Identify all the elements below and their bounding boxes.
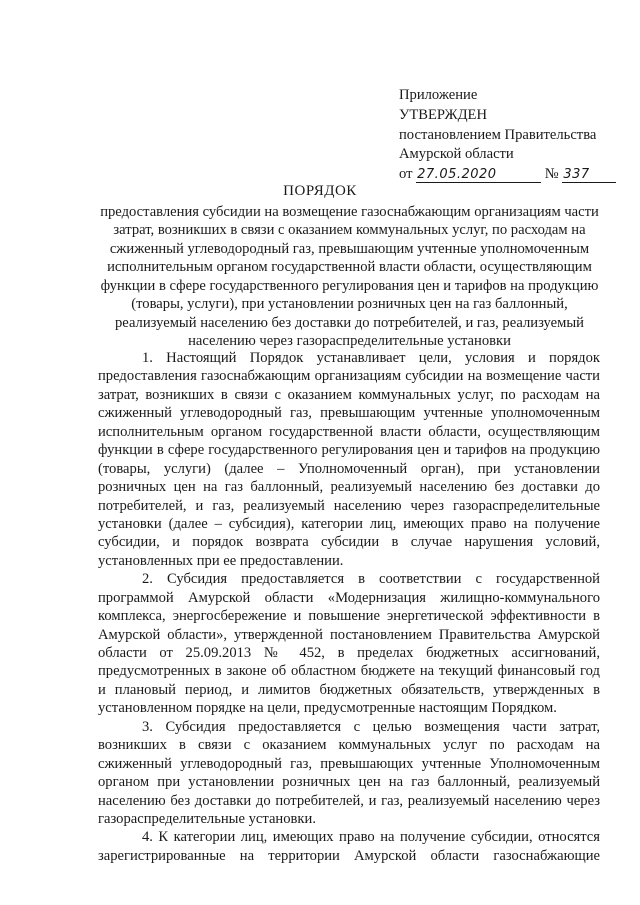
body-line: Амурской области», утвержденной постановлением Правительства Амурской <box>98 626 600 643</box>
body-line: программой Амурской области «Модернизация жилищно-коммунального <box>98 589 600 606</box>
paragraph-first-line: 2. Субсидия предоставляется в соответствии с государственной <box>142 571 600 588</box>
body-line: потребителей, и газ, реализуемый населению через газораспределительные <box>98 497 600 514</box>
approval-stamp <box>399 86 609 185</box>
handwritten-date: 27.05.2020 <box>417 167 497 183</box>
body-line: газораспределительные установки. <box>98 810 316 827</box>
document-body <box>98 349 600 865</box>
body-line: установленном порядке на цели, предусмотренные настоящим Порядком. <box>98 700 557 717</box>
body-line: населению без доставки до потребителей, и газ, реализуемый населению через <box>98 792 600 809</box>
body-line: предоставления газоснабжающим организациям субсидии на возмещение части <box>98 368 600 385</box>
subtitle-line: исполнительным органом государственной власти области, осуществляющим <box>107 259 592 276</box>
body-line: установки (далее – субсидия), категории лиц, имеющих право на получение <box>98 515 600 532</box>
region-label: Амурской области <box>399 146 514 163</box>
paragraph-first-line: 3. Субсидия предоставляется с целью возмещения части затрат, <box>142 718 600 735</box>
subtitle-line: предоставления субсидии на возмещение газоснабжающим организациям части <box>100 204 599 220</box>
body-line: исполнительным органом государственной власти области, осуществляющим <box>98 423 600 440</box>
body-line: субсидии, и порядок возврата субсидии в случае нарушения условий, <box>98 534 600 551</box>
date-number-line <box>399 165 609 185</box>
subtitle-line: населению через газораспределительные установки <box>188 333 511 350</box>
paragraph-first-line: 4. К категории лиц, имеющих право на получение субсидии, относятся <box>142 829 600 846</box>
body-line: возникших в связи с оказанием коммунальных услуг по расходам на <box>98 737 600 754</box>
appendix-label: Приложение <box>399 87 478 103</box>
subtitle-line: (товары, услуги), при установлении розничных цен на газ баллонный, <box>131 296 568 313</box>
number-field <box>562 167 616 183</box>
body-line: области от 25.09.2013 № 452, в пределах бюджетных ассигнований, <box>98 645 600 661</box>
paragraph-first-line: 1. Настоящий Порядок устанавливает цели, условия и порядок <box>142 350 600 366</box>
subtitle-line: сжиженный углеводородный газ, превышающим учтенные уполномоченным <box>109 240 590 257</box>
body-line: зарегистрированные на территории Амурской области газоснабжающие <box>98 847 600 864</box>
body-line: функции в сфере государственного регулирования цен и тарифов на продукцию <box>98 442 600 459</box>
body-line: органом при установлении розничных цен на газ баллонный, реализуемый <box>98 774 600 791</box>
subtitle-line: затрат, возникших в связи с оказанием коммунальных услуг, по расходам на <box>113 222 586 239</box>
body-line: сжиженный углеводородный газ, превышающим учтенные уполномоченным <box>98 405 600 422</box>
document-title: ПОРЯДОК <box>283 183 357 199</box>
body-line: (товары, услуги) (далее – Уполномоченный орган), при установлении <box>98 460 600 477</box>
body-line: предусмотренных в законе об областном бюджете на текущий финансовый год <box>98 663 600 680</box>
resolution-label: постановлением Правительства <box>399 126 597 143</box>
body-line: установленных при ее предоставлении. <box>98 552 344 569</box>
body-line: и плановый период, и лимитов бюджетных обязательств, утвержденных в <box>98 681 600 698</box>
subtitle-line: реализуемый населению без доставки до потребителей, и газ, реализуемый <box>115 314 584 331</box>
handwritten-number: 337 <box>563 167 590 183</box>
body-line: розничных цен на газ баллонный, реализуемый населению без доставки до <box>98 479 600 496</box>
number-prefix: № <box>544 166 559 183</box>
approved-label: УТВЕРЖДЕН <box>399 106 487 123</box>
date-prefix: от <box>399 166 413 183</box>
body-line: комплекса, энергосбережение и повышение энергетической эффективности в <box>98 608 600 625</box>
document-subtitle <box>98 203 601 351</box>
body-line: затрат, возникших в связи с оказанием коммунальных услуг, по расходам на <box>98 386 600 403</box>
subtitle-line: функции в сфере государственного регулирования цен и тарифов на продукцию <box>100 277 599 294</box>
date-field <box>416 167 541 183</box>
body-line: сжиженный углеводородный газ, превышающих учтенные Уполномоченным <box>98 755 600 772</box>
